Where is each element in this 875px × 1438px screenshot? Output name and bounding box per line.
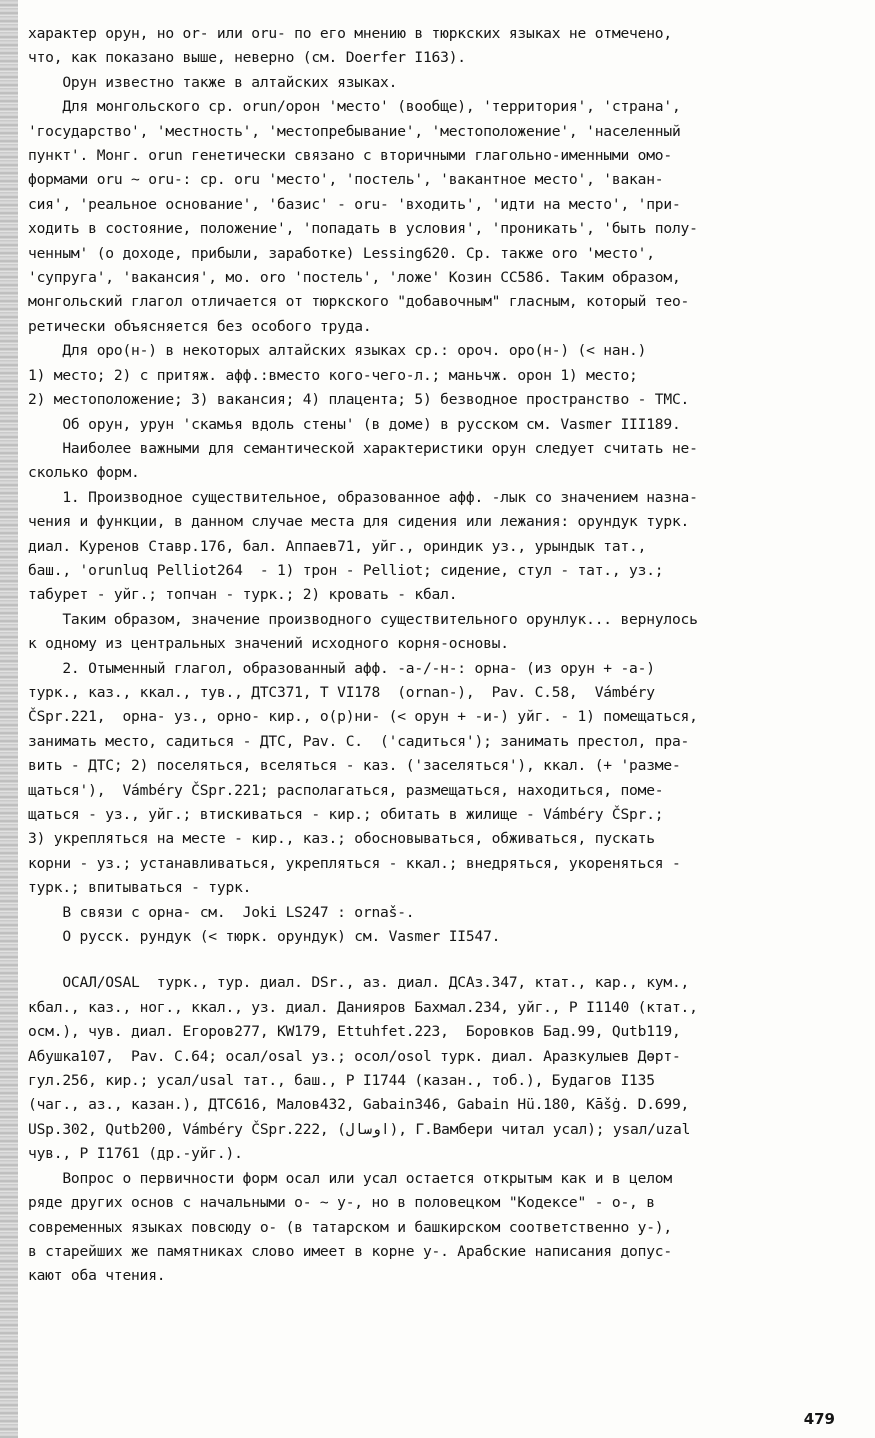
paragraph-oro-n: Для оро(н-) в некоторых алтайских языках ср.: ороч. оро(н-) (< нан.) 1) место; 2) с притяж. афф.:вместо кого-чего-л.; маньчж. орон 1) место; 2) местоположение; 3) вакансия; 4) плацента; 5) безводное пространство - ТМС. <box>28 342 690 409</box>
paragraph-mongolian: Для монгольского ср. orun/орон 'место' (вообще), 'территория', 'страна', 'государство', 'местность', 'местопребывание', 'местоположение', 'населенный пункт'. Монг. orun генетически связано с вторичными глагольно-именными омо- формами oru ~ oru-: ср. oru 'место', 'постель', 'вакантное место', 'вакан- сия', 'реальное основание', 'базис' - oru- 'входить', 'идти на место', 'при- ходить в состояние, положение', 'попадать в условия', 'проникать', 'быть полу- ченным' (о доходе, прибыли, заработке) Lessing620. Ср. также oro 'место', 'супруга', 'вакансия', мо. oro 'постель', 'ложе' Козин СС586. Таким образом, монгольский глагол отличается от тюркского "добавочным" гласным, который тео- ретически объясняется без особого труда. <box>28 98 698 335</box>
paragraph-thus: Таким образом, значение производного существительного орунлук... вернулось к одному из центральных значений исходного корня-основы. <box>28 610 698 653</box>
paragraph-primacy-question: Вопрос о первичности форм осал или усал остается открытым как и в целом ряде других основ с начальными о- ~ у-, но в половецком "Кодексе" - о-, в современных языках повсюду о- (в татарском и башкирском соответственно у-), в старейших же памятниках слово имеет в корне у-. Арабские написания допус- кают оба чтения. <box>28 1169 672 1285</box>
page-body <box>28 22 854 1289</box>
scan-binding-edge <box>0 0 18 1438</box>
paragraph-denominal-verb: 2. Отыменный глагол, образованный афф. -а-/-н-: орна- (из орун + -а-) турк., каз., ккал., тув., ДТС371, Т VI178 (ornan-), Pav. C.58, Vámbéry ČSpr.221, орна- уз., орно- кир., о(р)ни- (< орун + -и-) уйг. - 1) помещаться, занимать место, садиться - ДТС, Pav. C. ('садиться'); занимать престол, пра- вить - ДТС; 2) поселяться, вселяться - каз. ('заселяться'), ккал. (+ 'разме- щаться'), Vámbéry ČSpr.221; располагаться, размещаться, находиться, поме- щаться - уз., уйг.; втискиваться - кир.; обитать в жилище - Vámbéry ČSpr.; 3) укрепляться на месте - кир., каз.; обосновываться, обживаться, пускать корни - уз.; устанавливаться, укрепляться - ккал.; внедряться, укореняться - турк.; впитываться - турк. <box>28 659 698 897</box>
paragraph-orna-link: В связи с орна- см. Joki LS247 : ornaš-. <box>28 903 415 921</box>
paragraph-orun-intro: характер орун, но or- или oru- по его мнению в тюркских языках не отмечено, что, как показано выше, неверно (см. Doerfer I163). <box>28 25 672 67</box>
paragraph-russian-orun: Об орун, урун 'скамья вдоль стены' (в доме) в русском см. Vasmer III189. <box>28 415 681 433</box>
paragraph-rundook: О русск. рундук (< тюрк. орундук) см. Vasmer II547. <box>28 928 501 946</box>
paragraph-derived-noun: 1. Производное существительное, образованное афф. -лык со значением назна- чения и функции, в данном случае места для сидения или лежания: орундук турк. диал. Куренов Ставр.176, бал. Аппаев71, уйг., ориндик уз., урындык тат., баш., 'orunluq Pelliot264 - 1) трон - Pelliot; сидение, стул - тат., уз.; табурет - уйг.; топчан - турк.; 2) кровать - кбал. <box>28 488 698 604</box>
paragraph-semantic-forms: Наиболее важными для семантической характеристики орун следует считать не- сколько форм. <box>28 439 698 482</box>
entry-osal: ОСАЛ/OSAL турк., тур. диал. DSr., аз. диал. ДСАз.347, ктат., кар., кум., кбал., каз., ног., ккал., уз. диал. Данияров Бахмал.234, уйг., Р I1140 (ктат., осм.), чув. диал. Егоров277, KW179, Ettuhfet.223, Боровков Бад.99, Qutb119, Абушка107, Pav. C.64; осал/osal уз.; осол/osol турк. диал. Аразкулыев Дөрт- гул.256, кир.; усал/usal тат., баш., Р I1744 (казан., тоб.), Будагов I135 (чаг., аз., казан.), ДТС616, Малов432, Gabain346, Gabain Нü.180, Kāšġ. D.699, USp.302, Qutb200, Vámbéry ČSpr.222, (اوسال), Г.Вамбери читал усал); уsал/uzal чув., Р I1761 (др.-уйг.). <box>28 974 698 1163</box>
page-number: 479 <box>803 1410 835 1428</box>
paragraph-orun-altaic: Орун известно также в алтайских языках. <box>28 73 398 91</box>
